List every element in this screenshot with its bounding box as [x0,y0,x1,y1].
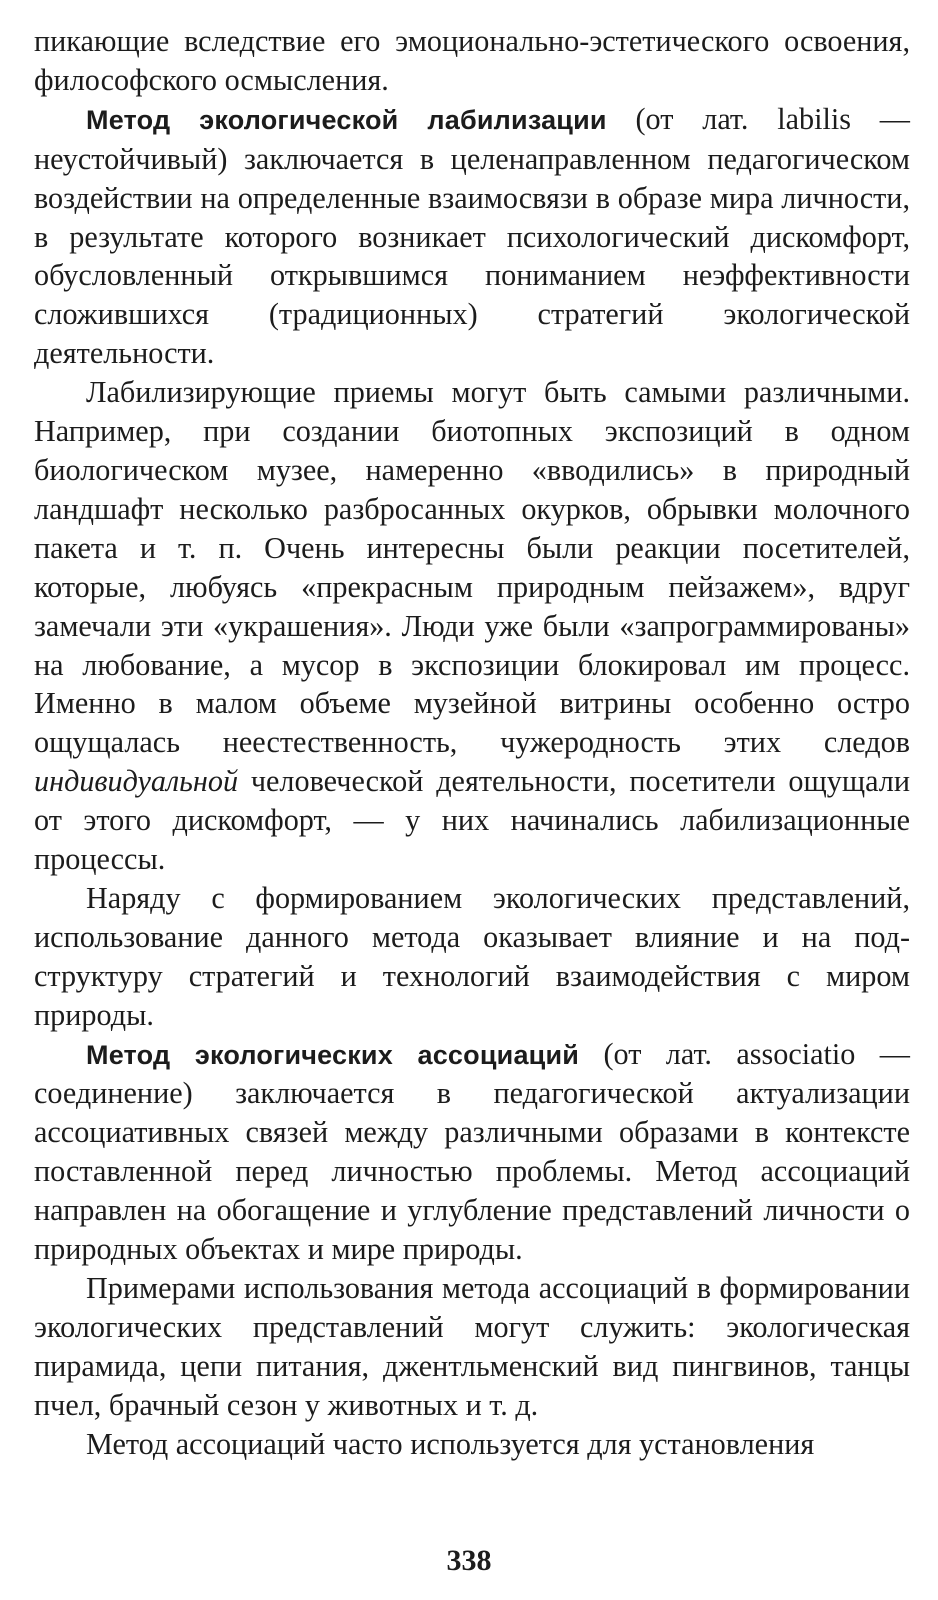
paragraph-continued [34,22,910,100]
paragraph-text: человеческой деятельности, посетители ощущали от этого дискомфорт, — у них начинались лабилизационные процессы. [34,764,910,877]
page-body [34,22,910,1464]
paragraph-text: Наряду с формированием экологических представлений, использование данного метода оказывает влияние и на подструктуру стратегий и технологий взаимодействия с миром природы. [34,880,910,1032]
paragraph-text: Метод ассоциаций часто используется для установления [86,1426,815,1461]
paragraph-text: (от лат. labilis — неустойчивый) заключается в целенаправленном педагогическом воздействии на определенные взаимосвязи в образе мира личности, в результате которого возникает психологический дискомфорт, обусловленный открывшимся пониманием неэффективности сложившихся (традиционных) стратегий экологической деятельности. [34,101,910,371]
paragraph-lability-method [34,100,910,373]
paragraph-text: пикающие вследствие его эмоционально-эстетического освоения, философского осмысления. [34,24,910,97]
paragraph-lability-examples [34,373,910,879]
paragraph-influence [34,879,910,1035]
page-number: 338 [446,1544,492,1577]
paragraph-last-line [34,1425,910,1464]
paragraph-text: Примерами использования метода ассоциаций в формировании экологических представлений могут служить: экологическая пирамида, цепи питания, джентльменский вид пингвинов, танцы пчел, брачный сезон у животных и т. д. [34,1271,910,1422]
term-heading: Метод экологических ассоциаций [86,1039,580,1070]
paragraph-text: Лабилизирующие приемы могут быть самыми различными. Например, при создании биотопных экспозиций в одном биологическом музее, намеренно «вводились» в природный ландшафт несколько разбросанных окурков, обрывки молочного пакета и т. п. Очень интересны были реакции посетителей, которые, любуясь «прекрасным природным пейзажем», вдруг замечали эти «украшения». Люди уже были «запрограммированы» на любование, а мусор в экспозиции блокировал им процесс. Именно в малом объеме музейной витрины особенно остро ощущалась неестественность, чужеродность этих следов [34,375,910,760]
paragraph-text: (от лат. associatio — соединение) заключается в педагогической актуализации ассоциативных связей между различными образами в контексте поставленной перед личностью проблемы. Метод ассоциаций направлен на обогащение и углубление представлений личности о природных объектах и мире природы. [34,1036,910,1267]
emphasis-word: индивидуальной [34,764,239,799]
paragraph-association-method [34,1035,910,1269]
paragraph-association-examples [34,1269,910,1425]
term-heading: Метод экологической лабилизации [86,104,607,135]
